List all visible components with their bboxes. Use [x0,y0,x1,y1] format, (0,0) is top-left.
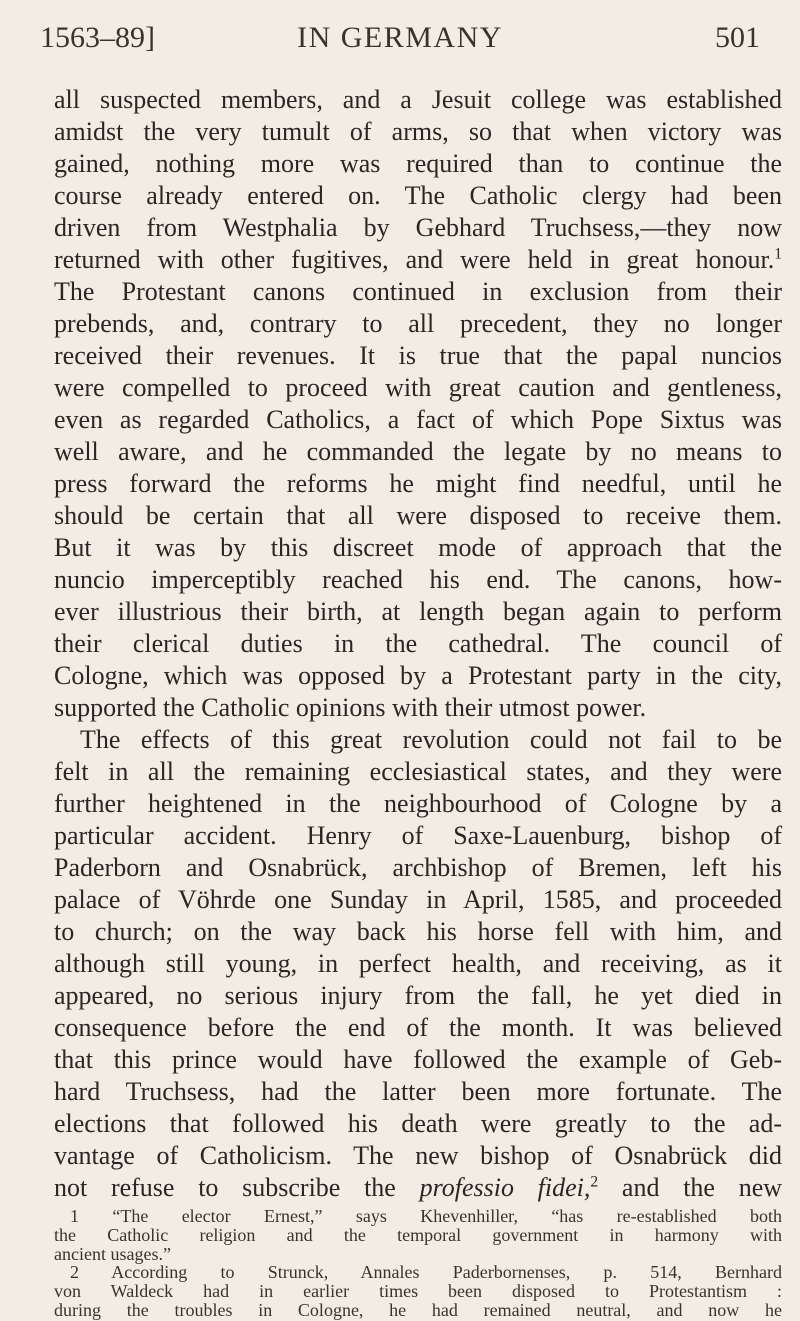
body-line: even as regarded Catholics, a fact of which Pope Sixtus was [54,405,782,434]
body-line: press forward the reforms he might find needful, until he [54,469,782,498]
body-line: all suspected members, and a Jesuit college was established [54,85,782,114]
body-line [54,245,782,275]
body-line: Cologne, which was opposed by a Protestant party in the city, [54,661,782,690]
header-year-range: 1563–89] [40,21,155,54]
body-line: The Protestant canons continued in exclusion from their [54,277,782,306]
body-line: Paderborn and Osnabrück, archbishop of Bremen, left his [54,853,782,882]
header-title: IN GERMANY [297,21,503,54]
body-line: gained, nothing more was required than to continue the [54,149,782,178]
body-line: hard Truchsess, had the latter been more fortunate. The [54,1077,782,1106]
running-header [40,14,760,62]
body-line: But it was by this discreet mode of approach that the [54,533,782,562]
page-number: 501 [715,21,760,54]
body-line: received their revenues. It is true that the papal nuncios [54,341,782,370]
body-line: elections that followed his death were greatly to the ad- [54,1109,782,1138]
footnote-line: during the troubles in Cologne, he had remained neutral, and now he [54,1300,782,1320]
body-line: felt in all the remaining ecclesiastical states, and they were [54,757,782,786]
body-line: consequence before the end of the month. It was believed [54,1013,782,1042]
body-line: amidst the very tumult of arms, so that when victory was [54,117,782,146]
body-line: course already entered on. The Catholic clergy had been [54,181,782,210]
footnote-line: ancient usages.” [54,1244,171,1264]
footnote-line: 1 “The elector Ernest,” says Khevenhiller, “has re-established both [70,1206,782,1226]
body-line: further heightened in the neighbourhood of Cologne by a [54,789,782,818]
body-line: palace of Vöhrde one Sunday in April, 1585, and proceeded [54,885,782,914]
body-line: nuncio imperceptibly reached his end. The canons, how- [54,565,782,594]
latin-phrase: professio fidei, [419,1173,591,1202]
body-line: The effects of this great revolution could not fail to be [80,725,782,754]
body-line [54,1173,782,1203]
body-line: their clerical duties in the cathedral. The council of [54,629,782,658]
footnote-line: the Catholic religion and the temporal government in harmony with [54,1225,782,1245]
footnote-line: von Waldeck had in earlier times been disposed to Protestantism : [54,1281,782,1301]
body-line-text: not refuse to subscribe the [54,1173,396,1202]
body-line: supported the Catholic opinions with their utmost power. [54,693,647,722]
body-line: driven from Westphalia by Gebhard Truchsess,—they now [54,213,782,242]
body-line: should be certain that all were disposed to receive them. [54,501,782,530]
body-line: prebends, and, contrary to all precedent, they no longer [54,309,782,338]
body-line-text: returned with other fugitives, and were held in great honour. [54,245,775,274]
body-line: particular accident. Henry of Saxe-Lauenburg, bishop of [54,821,782,850]
footnote-line: 2 According to Strunck, Annales Paderbornenses, p. 514, Bernhard [70,1262,782,1282]
body-line-tail: and the new [598,1173,783,1202]
body-line: to church; on the way back his horse fell with him, and [54,917,782,946]
body-line: well aware, and he commanded the legate by no means to [54,437,782,466]
footnote-ref-1: 1 [774,245,782,263]
body-line: vantage of Catholicism. The new bishop of Osnabrück did [54,1141,782,1170]
body-line: appeared, no serious injury from the fall, he yet died in [54,981,782,1010]
footnote-ref-2: 2 [590,1173,599,1191]
body-line: that this prince would have followed the example of Geb- [54,1045,782,1074]
body-line: ever illustrious their birth, at length began again to perform [54,597,782,626]
body-line: although still young, in perfect health, and receiving, as it [54,949,782,978]
body-line: were compelled to proceed with great caution and gentleness, [54,373,782,402]
